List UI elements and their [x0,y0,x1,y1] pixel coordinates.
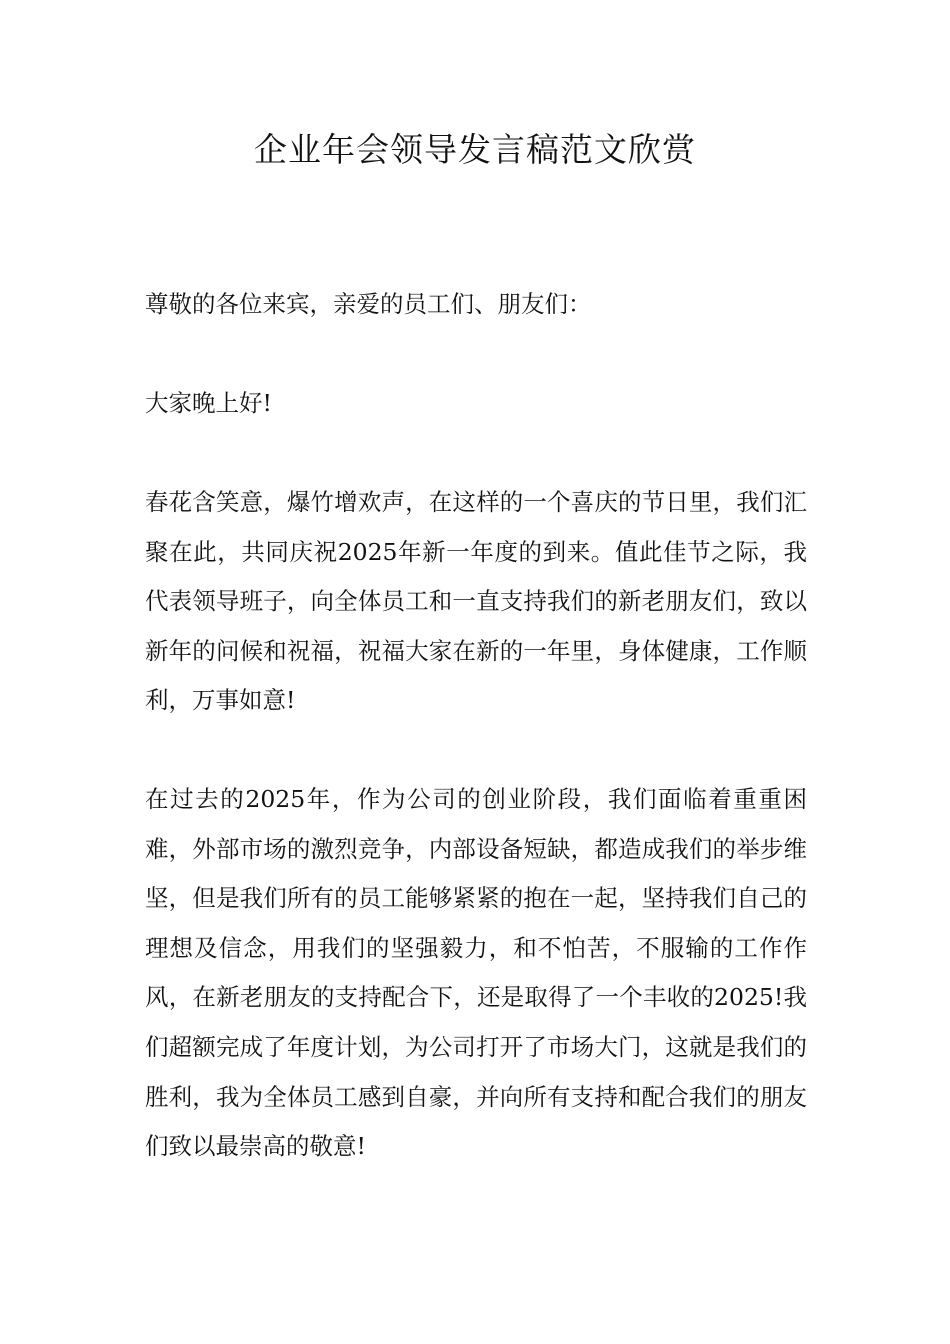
body-paragraph-1: 春花含笑意，爆竹增欢声，在这样的一个喜庆的节日里，我们汇聚在此，共同庆祝2025年新一年度的到来。值此佳节之际，我代表领导班子，向全体员工和一直支持我们的新老朋友们，致以新年的问候和祝福，祝福大家在新的一年里，身体健康，工作顺利，万事如意! [145,488,807,715]
salutation-paragraph: 尊敬的各位来宾，亲爱的员工们、朋友们： [145,290,592,318]
greeting-paragraph: 大家晚上好! [145,389,272,417]
document-title: 企业年会领导发言稿范文欣赏 [254,130,696,169]
body-paragraph-2: 在过去的2025年，作为公司的创业阶段，我们面临着重重困难，外部市场的激烈竞争，内部设备短缺，都造成我们的举步维坚，但是我们所有的员工能够紧紧的抱在一起，坚持我们自己的理想及信念，用我们的坚强毅力，和不怕苦，不服输的工作作风，在新老朋友的支持配合下，还是取得了一个丰收的2025!我们超额完成了年度计划，为公司打开了市场大门，这就是我们的胜利，我为全体员工感到自豪，并向所有支持和配合我们的朋友们致以最崇高的敬意! [145,785,807,1161]
